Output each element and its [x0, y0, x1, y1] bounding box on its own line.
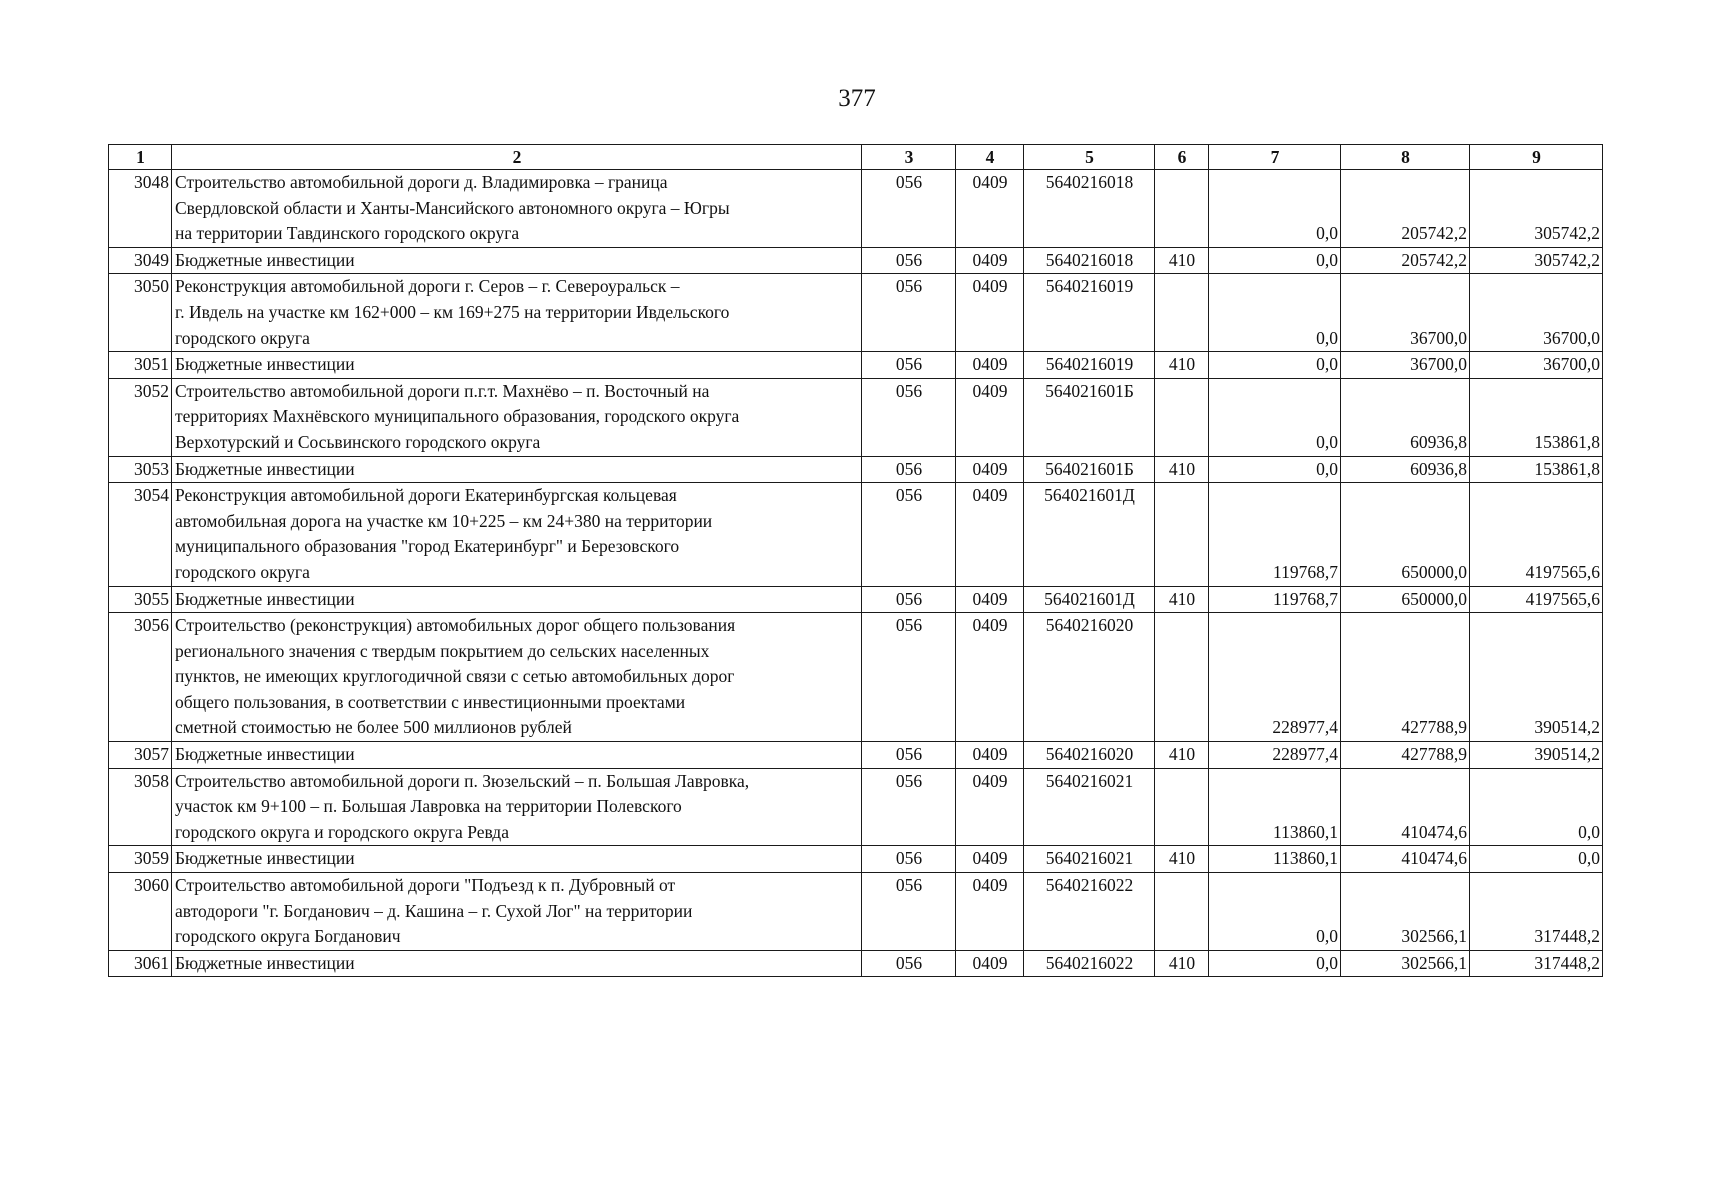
row-admin-code: 056 [862, 873, 956, 951]
row-description [172, 586, 862, 613]
row-section-code: 0409 [956, 456, 1024, 483]
row-number: 3057 [109, 742, 172, 769]
table-row [109, 170, 1603, 248]
budget-table [108, 144, 1603, 977]
row-value-year-3: 0,0 [1470, 768, 1603, 846]
table-body [109, 170, 1603, 977]
header-col-2: 2 [172, 145, 862, 170]
row-admin-code: 056 [862, 613, 956, 742]
row-value-year-2: 60936,8 [1341, 456, 1470, 483]
description-line: городского округа и городского округа Ревда [175, 821, 509, 842]
description-line: Бюджетные инвестиции [175, 744, 355, 765]
description-line: автодороги "г. Богданович – д. Кашина – г. Сухой Лог" на территории [175, 900, 693, 921]
row-value-year-1: 0,0 [1209, 247, 1341, 274]
row-value-year-3: 4197565,6 [1470, 586, 1603, 613]
row-value-year-2: 410474,6 [1341, 768, 1470, 846]
row-section-code: 0409 [956, 586, 1024, 613]
row-admin-code: 056 [862, 170, 956, 248]
row-target-code: 5640216022 [1024, 873, 1155, 951]
row-description [172, 378, 862, 456]
table-row [109, 846, 1603, 873]
description-line: Верхотурский и Сосьвинского городского округа [175, 431, 541, 452]
row-value-year-3: 0,0 [1470, 846, 1603, 873]
row-value-year-3: 390514,2 [1470, 742, 1603, 769]
description-line: общего пользования, в соответствии с инвестиционными проектами [175, 691, 686, 712]
row-section-code: 0409 [956, 742, 1024, 769]
description-line: Бюджетные инвестиции [175, 588, 355, 609]
row-section-code: 0409 [956, 613, 1024, 742]
description-line: пунктов, не имеющих круглогодичной связи с сетью автомобильных дорог [175, 666, 735, 687]
row-value-year-3: 317448,2 [1470, 873, 1603, 951]
description-line: на территории Тавдинского городского округа [175, 223, 520, 244]
row-section-code: 0409 [956, 247, 1024, 274]
table-header-row [109, 145, 1603, 170]
row-description [172, 456, 862, 483]
row-value-year-2: 302566,1 [1341, 950, 1470, 977]
row-expense-type [1155, 274, 1209, 352]
row-description [172, 768, 862, 846]
description-line: Строительство автомобильной дороги п. Зюзельский – п. Большая Лавровка, [175, 770, 750, 791]
row-number: 3051 [109, 352, 172, 379]
row-value-year-1: 0,0 [1209, 274, 1341, 352]
table-row [109, 950, 1603, 977]
row-number: 3048 [109, 170, 172, 248]
description-line: Бюджетные инвестиции [175, 848, 355, 869]
description-line: Реконструкция автомобильной дороги г. Серов – г. Североуральск – [175, 276, 680, 297]
row-target-code: 564021601Д [1024, 483, 1155, 586]
row-description [172, 846, 862, 873]
row-admin-code: 056 [862, 274, 956, 352]
row-section-code: 0409 [956, 846, 1024, 873]
row-target-code: 5640216020 [1024, 613, 1155, 742]
row-target-code: 564021601Б [1024, 378, 1155, 456]
row-expense-type: 410 [1155, 846, 1209, 873]
row-number: 3055 [109, 586, 172, 613]
row-target-code: 564021601Б [1024, 456, 1155, 483]
description-line: Бюджетные инвестиции [175, 458, 355, 479]
description-line: Строительство автомобильной дороги д. Владимировка – граница [175, 172, 668, 192]
row-description [172, 873, 862, 951]
row-admin-code: 056 [862, 352, 956, 379]
description-line: автомобильная дорога на участке км 10+225 – км 24+380 на территории [175, 510, 713, 531]
row-value-year-1: 228977,4 [1209, 742, 1341, 769]
row-admin-code: 056 [862, 768, 956, 846]
row-value-year-1: 0,0 [1209, 170, 1341, 248]
row-expense-type [1155, 613, 1209, 742]
table-row [109, 483, 1603, 586]
row-description [172, 483, 862, 586]
row-expense-type [1155, 483, 1209, 586]
row-value-year-2: 205742,2 [1341, 170, 1470, 248]
table-row [109, 586, 1603, 613]
row-section-code: 0409 [956, 768, 1024, 846]
row-value-year-3: 4197565,6 [1470, 483, 1603, 586]
row-value-year-1: 0,0 [1209, 873, 1341, 951]
row-value-year-2: 650000,0 [1341, 586, 1470, 613]
row-value-year-2: 650000,0 [1341, 483, 1470, 586]
row-description [172, 170, 862, 248]
row-expense-type [1155, 873, 1209, 951]
row-number: 3050 [109, 274, 172, 352]
row-value-year-1: 0,0 [1209, 378, 1341, 456]
header-col-1: 1 [109, 145, 172, 170]
row-value-year-2: 302566,1 [1341, 873, 1470, 951]
header-col-8: 8 [1341, 145, 1470, 170]
header-col-6: 6 [1155, 145, 1209, 170]
row-admin-code: 056 [862, 247, 956, 274]
description-line: г. Ивдель на участке км 162+000 – км 169+275 на территории Ивдельского [175, 301, 730, 322]
table-row [109, 456, 1603, 483]
row-description [172, 274, 862, 352]
row-value-year-1: 113860,1 [1209, 768, 1341, 846]
row-number: 3058 [109, 768, 172, 846]
row-value-year-2: 36700,0 [1341, 274, 1470, 352]
table-row [109, 247, 1603, 274]
row-target-code: 564021601Д [1024, 586, 1155, 613]
row-section-code: 0409 [956, 378, 1024, 456]
description-line: Строительство автомобильной дороги "Подъезд к п. Дубровный от [175, 875, 676, 896]
row-value-year-2: 205742,2 [1341, 247, 1470, 274]
row-admin-code: 056 [862, 378, 956, 456]
row-value-year-2: 410474,6 [1341, 846, 1470, 873]
row-description [172, 742, 862, 769]
row-value-year-1: 113860,1 [1209, 846, 1341, 873]
header-col-3: 3 [862, 145, 956, 170]
row-expense-type: 410 [1155, 247, 1209, 274]
row-expense-type: 410 [1155, 456, 1209, 483]
row-value-year-2: 60936,8 [1341, 378, 1470, 456]
row-value-year-3: 390514,2 [1470, 613, 1603, 742]
row-value-year-2: 427788,9 [1341, 742, 1470, 769]
row-expense-type [1155, 378, 1209, 456]
header-col-5: 5 [1024, 145, 1155, 170]
row-number: 3060 [109, 873, 172, 951]
row-target-code: 5640216018 [1024, 170, 1155, 248]
row-expense-type: 410 [1155, 950, 1209, 977]
row-expense-type: 410 [1155, 742, 1209, 769]
description-line: Бюджетные инвестиции [175, 952, 355, 973]
row-expense-type: 410 [1155, 586, 1209, 613]
row-section-code: 0409 [956, 274, 1024, 352]
row-expense-type [1155, 170, 1209, 248]
row-value-year-1: 0,0 [1209, 456, 1341, 483]
row-number: 3061 [109, 950, 172, 977]
row-description [172, 950, 862, 977]
row-value-year-3: 36700,0 [1470, 352, 1603, 379]
row-target-code: 5640216020 [1024, 742, 1155, 769]
row-value-year-1: 119768,7 [1209, 483, 1341, 586]
row-number: 3054 [109, 483, 172, 586]
header-col-4: 4 [956, 145, 1024, 170]
description-line: Реконструкция автомобильной дороги Екатеринбургская кольцевая [175, 485, 677, 506]
row-admin-code: 056 [862, 483, 956, 586]
description-line: сметной стоимостью не более 500 миллионов рублей [175, 717, 572, 738]
row-value-year-1: 0,0 [1209, 352, 1341, 379]
row-number: 3056 [109, 613, 172, 742]
page-number: 377 [838, 85, 876, 112]
table-row [109, 274, 1603, 352]
row-section-code: 0409 [956, 352, 1024, 379]
row-admin-code: 056 [862, 586, 956, 613]
row-value-year-3: 305742,2 [1470, 247, 1603, 274]
description-line: Строительство (реконструкция) автомобильных дорог общего пользования [175, 615, 736, 636]
row-value-year-1: 0,0 [1209, 950, 1341, 977]
row-admin-code: 056 [862, 742, 956, 769]
description-line: Строительство автомобильной дороги п.г.т. Махнёво – п. Восточный на [175, 380, 710, 401]
row-description [172, 613, 862, 742]
table-row [109, 742, 1603, 769]
row-value-year-3: 153861,8 [1470, 378, 1603, 456]
table-row [109, 768, 1603, 846]
row-number: 3049 [109, 247, 172, 274]
row-admin-code: 056 [862, 456, 956, 483]
header-col-7: 7 [1209, 145, 1341, 170]
header-col-9: 9 [1470, 145, 1603, 170]
row-admin-code: 056 [862, 846, 956, 873]
description-line: территориях Махнёвского муниципального образования, городского округа [175, 406, 740, 427]
row-section-code: 0409 [956, 483, 1024, 586]
row-description [172, 247, 862, 274]
row-value-year-3: 317448,2 [1470, 950, 1603, 977]
row-target-code: 5640216022 [1024, 950, 1155, 977]
table-row [109, 378, 1603, 456]
description-line: регионального значения с твердым покрытием до сельских населенных [175, 640, 710, 661]
row-value-year-2: 36700,0 [1341, 352, 1470, 379]
row-target-code: 5640216018 [1024, 247, 1155, 274]
row-section-code: 0409 [956, 950, 1024, 977]
row-target-code: 5640216019 [1024, 352, 1155, 379]
row-value-year-1: 228977,4 [1209, 613, 1341, 742]
row-description [172, 352, 862, 379]
row-number: 3053 [109, 456, 172, 483]
description-line: городского округа Богданович [175, 926, 401, 947]
description-line: муниципального образования "город Екатеринбург" и Березовского [175, 536, 680, 557]
row-value-year-1: 119768,7 [1209, 586, 1341, 613]
row-section-code: 0409 [956, 873, 1024, 951]
description-line: Свердловской области и Ханты-Мансийского автономного округа – Югры [175, 197, 730, 218]
table-row [109, 352, 1603, 379]
row-value-year-2: 427788,9 [1341, 613, 1470, 742]
description-line: городского округа [175, 561, 310, 582]
row-expense-type: 410 [1155, 352, 1209, 379]
table-row [109, 873, 1603, 951]
description-line: Бюджетные инвестиции [175, 249, 355, 270]
row-value-year-3: 36700,0 [1470, 274, 1603, 352]
table-row [109, 613, 1603, 742]
description-line: участок км 9+100 – п. Большая Лавровка на территории Полевского [175, 796, 682, 817]
row-target-code: 5640216019 [1024, 274, 1155, 352]
row-value-year-3: 305742,2 [1470, 170, 1603, 248]
description-line: городского округа [175, 327, 310, 348]
description-line: Бюджетные инвестиции [175, 354, 355, 375]
row-expense-type [1155, 768, 1209, 846]
row-number: 3052 [109, 378, 172, 456]
row-section-code: 0409 [956, 170, 1024, 248]
row-target-code: 5640216021 [1024, 768, 1155, 846]
row-admin-code: 056 [862, 950, 956, 977]
row-number: 3059 [109, 846, 172, 873]
row-value-year-3: 153861,8 [1470, 456, 1603, 483]
row-target-code: 5640216021 [1024, 846, 1155, 873]
